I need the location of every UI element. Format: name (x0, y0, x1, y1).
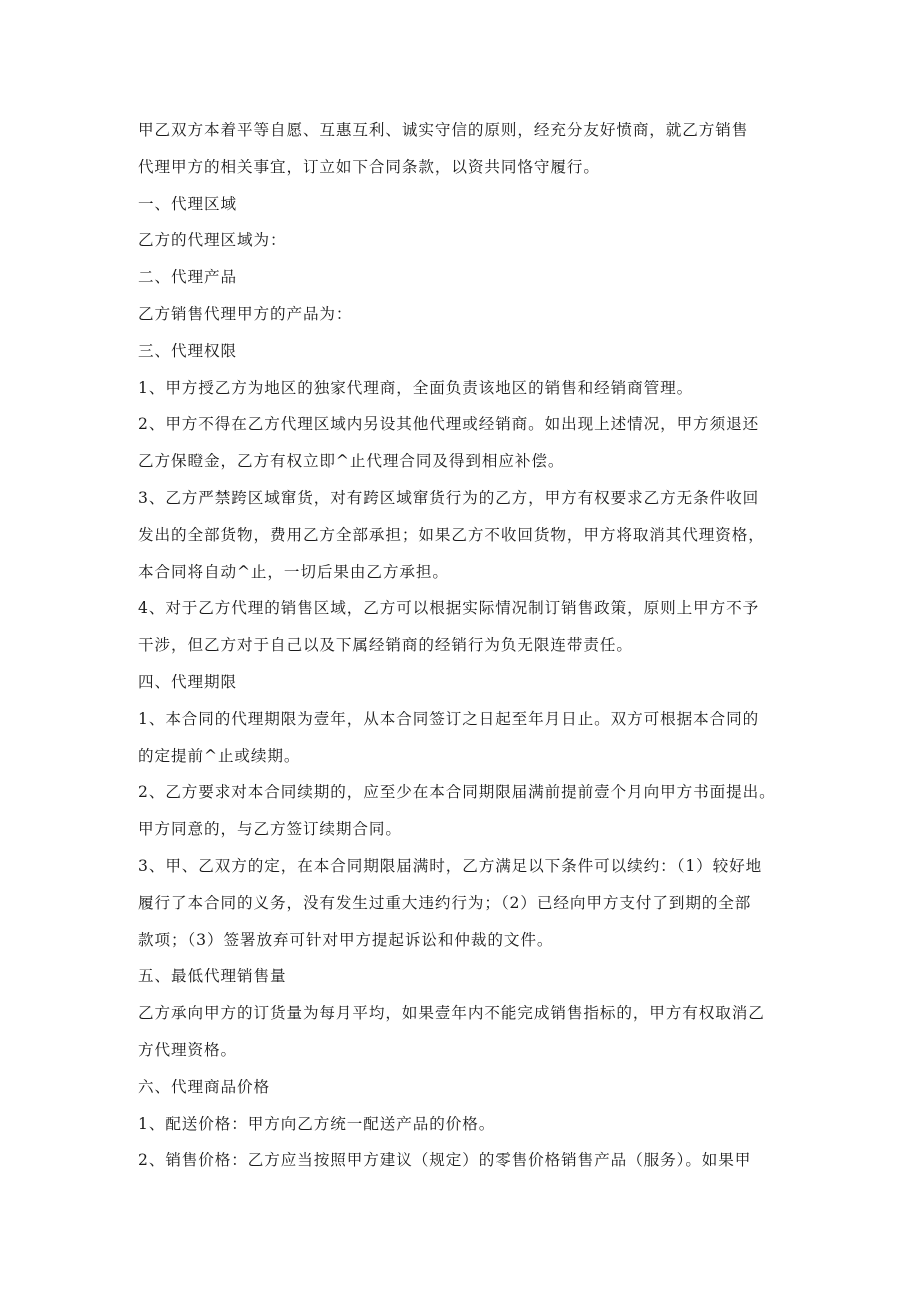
text-line: 方代理资格。 (138, 1040, 237, 1059)
text-line: 3、甲、乙双方的定，在本合同期限届满时，乙方满足以下条件可以续约：（1）较好地 (138, 856, 763, 875)
text-line: 4、对于乙方代理的销售区域，乙方可以根据实际情况制订销售政策，原则上甲方不予 (138, 599, 760, 618)
text-line: 发出的全部货物，费用乙方全部承担；如果乙方不收回货物，甲方将取消其代理资格， (138, 525, 765, 544)
text-line: 乙方承向甲方的订货量为每月平均，如果壹年内不能完成销售指标的，甲方有权取消乙 (138, 1004, 765, 1023)
text-line: 乙方保瞪金，乙方有权立即^止代理合同及得到相应补偿。 (138, 452, 565, 471)
text-line: 乙方销售代理甲方的产品为： (138, 304, 353, 323)
text-line: 本合同将自动^止，一切后果由乙方承担。 (138, 562, 449, 581)
text-line: 1、本合同的代理期限为壹年，从本合同签订之日起至年月日止。双方可根据本合同的 (138, 709, 760, 728)
text-line: 二、代理产品 (138, 268, 237, 287)
text-line: 2、销售价格：乙方应当按照甲方建议（规定）的零售价格销售产品（服务）。如果甲 (138, 1151, 752, 1170)
text-line: 2、甲方不得在乙方代理区域内另设其他代理或经销商。如出现上述情况，甲方须退还 (138, 415, 760, 434)
text-line: 1、甲方授乙方为地区的独家代理商，全面负责该地区的销售和经销商管理。 (138, 378, 694, 397)
text-line: 乙方的代理区域为： (138, 231, 287, 250)
text-line: 四、代理期限 (138, 672, 237, 691)
text-line: 甲方同意的，与乙方签订续期合同。 (138, 820, 402, 839)
text-line: 的定提前^止或续期。 (138, 746, 301, 765)
text-line: 干涉，但乙方对于自己以及下属经销商的经销行为负无限连带责任。 (138, 636, 633, 655)
text-line: 五、最低代理销售量 (138, 967, 287, 986)
text-line: 一、代理区域 (138, 194, 237, 213)
text-line: 3、乙方严禁跨区域窜货，对有跨区域窜货行为的乙方，甲方有权要求乙方无条件收回 (138, 488, 760, 507)
text-line: 三、代理权限 (138, 341, 237, 360)
text-line: 2、乙方要求对本合同续期的，应至少在本合同期限届满前提前壹个月向甲方书面提出。 (138, 783, 776, 802)
contract-body (138, 112, 800, 1179)
text-line: 甲乙双方本着平等自愿、互惠互利、诚实守信的原则，经充分友好愤商，就乙方销售 (138, 121, 749, 139)
text-line: 1、配送价格：甲方向乙方统一配送产品的价格。 (138, 1114, 496, 1133)
text-line: 款项；（3）签署放弃可针对甲方提起诉讼和仲裁的文件。 (138, 930, 554, 949)
text-line: 六、代理商品价格 (138, 1077, 270, 1096)
text-line: 履行了本合同的义务，没有发生过重大违约行为；（2）已经向甲方支付了到期的全部 (138, 893, 752, 912)
text-line: 代理甲方的相关事宜，订立如下合同条款，以资共同恪守履行。 (138, 157, 600, 176)
